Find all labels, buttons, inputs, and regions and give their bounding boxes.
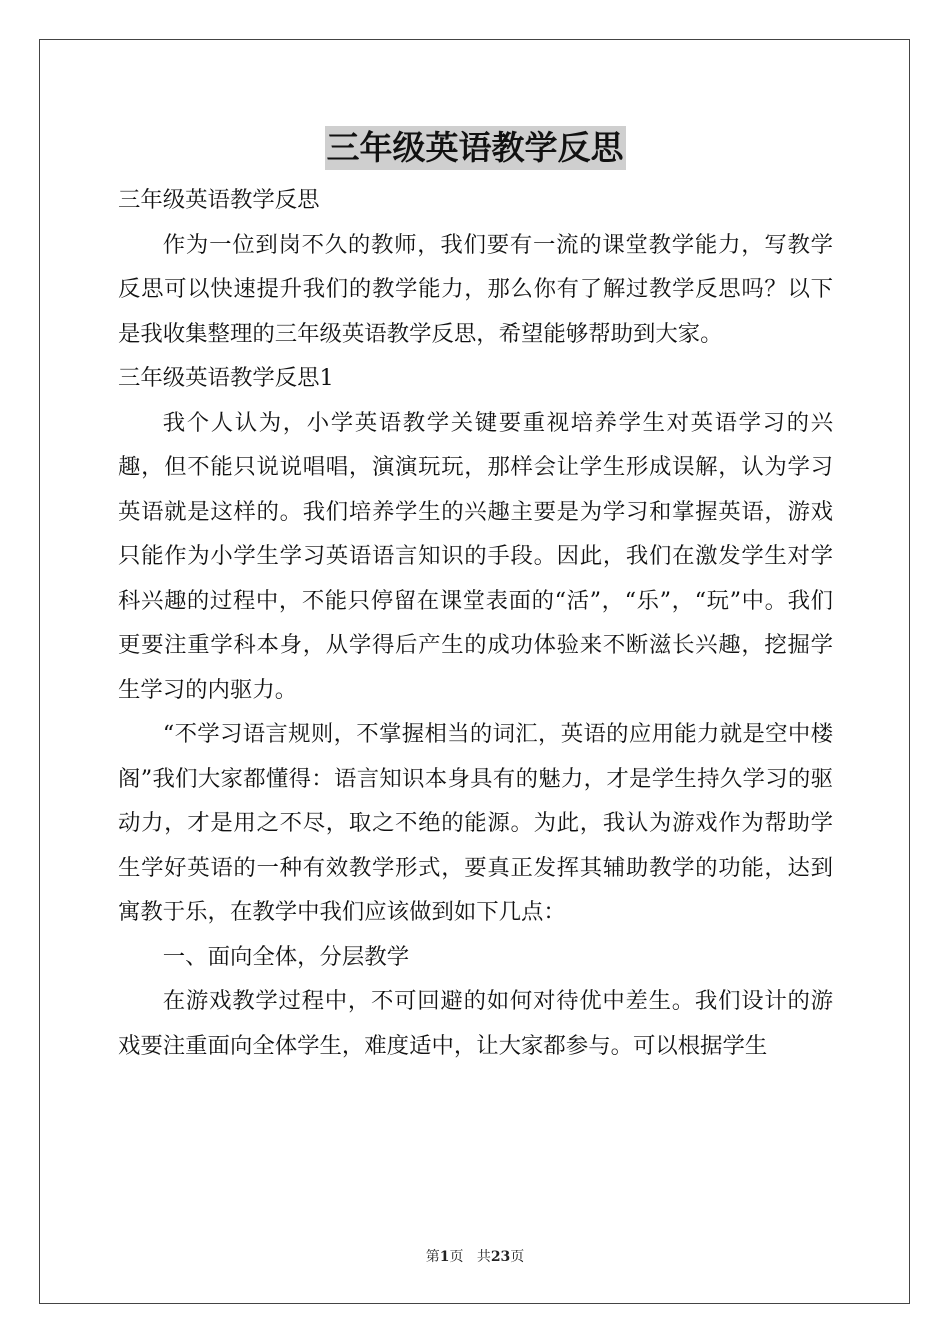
section-heading: 三年级英语教学反思 (118, 187, 320, 213)
document-title: 三年级英语教学反思 (325, 126, 626, 170)
total-prefix: 共 (476, 1249, 491, 1265)
section-heading: 三年级英语教学反思1 (118, 365, 334, 391)
page-suffix: 页 (449, 1249, 464, 1265)
total-pages: 23 (490, 1249, 511, 1265)
page-footer (0, 1248, 950, 1266)
page-number: 1 (439, 1249, 450, 1265)
subsection-heading: 一、面向全体，分层教学 (162, 943, 410, 970)
paragraph: 我个人认为，小学英语教学关键要重视培养学生对英语学习的兴趣，但不能只说说唱唱，演演玩玩，那样会让学生形成误解，认为学习英语就是这样的。我们培养学生的兴趣主要是为学习和掌握英语，游戏只能作为小学生学习英语语言知识的手段。因此，我们在激发学生对学科兴趣的过程中，不能只停留在课堂表面的“活”，“乐”，“玩”中。我们更要注重学科本身，从学得后产生的成功体验来不断滋长兴趣，挖掘学生学习的内驱力。 (118, 409, 833, 703)
paragraph: “不学习语言规则，不掌握相当的词汇，英语的应用能力就是空中楼阁”我们大家都懂得：语言知识本身具有的魅力，才是学生持久学习的驱动力，才是用之不尽，取之不绝的能源。为此，我认为游戏作为帮助学生学好英语的一种有效教学形式，要真正发挥其辅助教学的功能，达到寓教于乐，在教学中我们应该做到如下几点： (118, 721, 833, 925)
title-wrap (0, 126, 950, 170)
total-suffix: 页 (510, 1249, 525, 1265)
document-body (118, 178, 833, 1068)
page-prefix: 第 (425, 1249, 440, 1265)
paragraph: 在游戏教学过程中，不可回避的如何对待优中差生。我们设计的游戏要注重面向全体学生，难度适中，让大家都参与。可以根据学生 (118, 988, 833, 1059)
paragraph: 作为一位到岗不久的教师，我们要有一流的课堂教学能力，写教学反思可以快速提升我们的教学能力，那么你有了解过教学反思吗？以下是我收集整理的三年级英语教学反思，希望能够帮助到大家。 (118, 231, 833, 347)
